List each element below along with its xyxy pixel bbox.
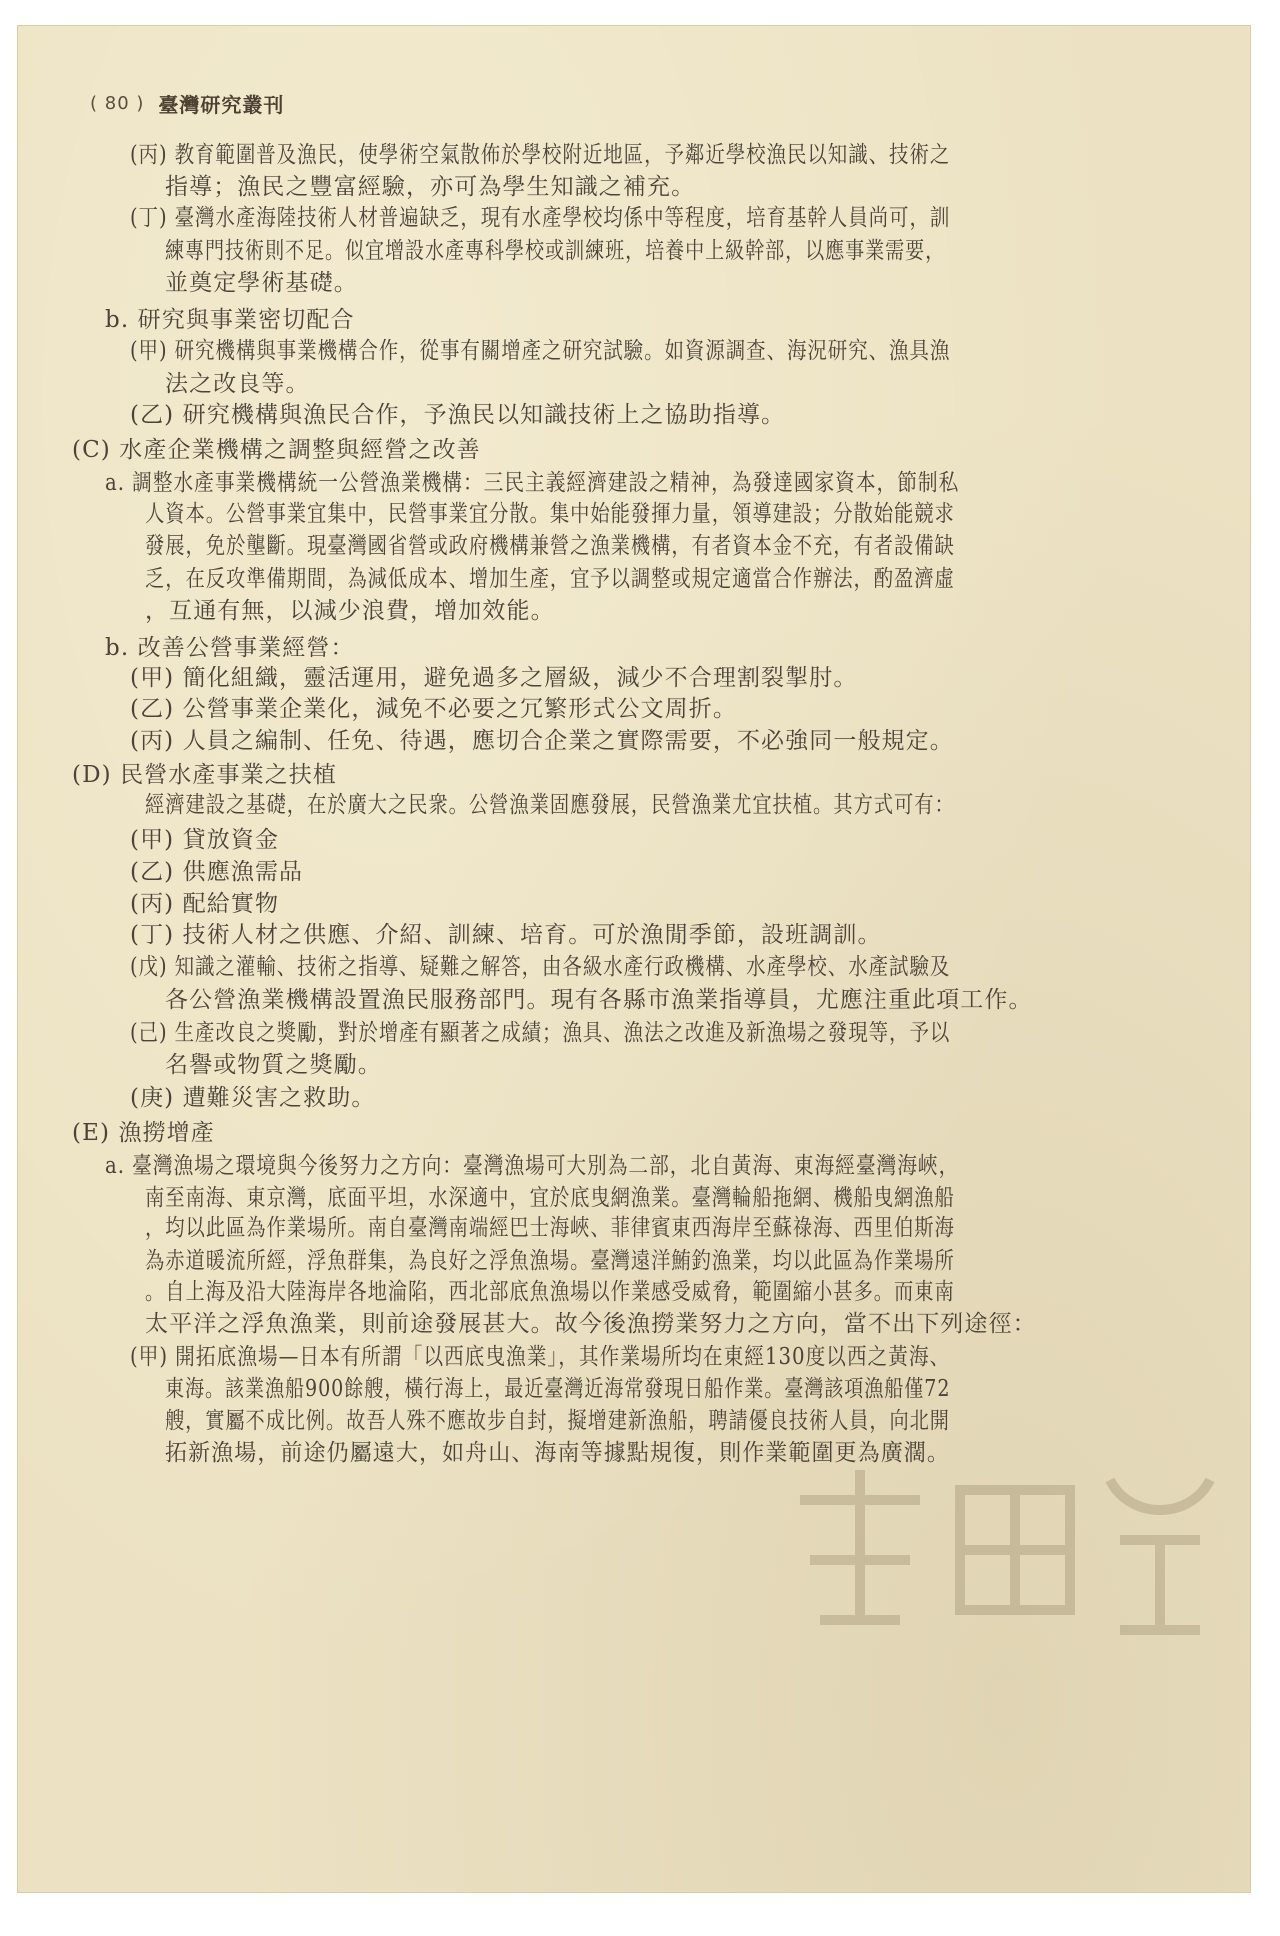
text-line: (C) 水產企業機構之調整與經營之改善 — [72, 437, 481, 463]
text-line: (戊) 知識之灌輸、技術之指導、疑難之解答，由各級水產行政機構、水產學校、水產試驗及 — [130, 954, 951, 980]
journal-title: 臺灣研究叢刊 — [158, 92, 285, 117]
text-line: 東海。該業漁船900餘艘，橫行海上，最近臺灣近海常發現日船作業。臺灣該項漁船僅72 — [165, 1376, 951, 1402]
text-line: a. 調整水產事業機構統一公營漁業機構：三民主義經濟建設之精神，為發達國家資本，節制私 — [105, 470, 960, 496]
text-line: a. 臺灣漁場之環境與今後努力之方向：臺灣漁場可大別為二部，北自黃海、東海經臺灣海峽， — [105, 1153, 960, 1179]
text-line: 練專門技術則不足。似宜增設水產專科學校或訓練班，培養中上級幹部，以應事業需要， — [165, 238, 946, 264]
text-line: 法之改良等。 — [165, 371, 310, 397]
text-line: (乙) 公營事業企業化，減免不必要之冗繁形式公文周折。 — [130, 696, 737, 722]
text-line: 為赤道暖流所經，浮魚群集，為良好之浮魚漁場。臺灣遠洋鮪釣漁業，均以此區為作業場所 — [145, 1248, 955, 1274]
text-line: 太平洋之浮魚漁業，則前途發展甚大。故今後漁撈業努力之方向，當不出下列途徑： — [145, 1311, 1037, 1337]
text-line: 乏，在反攻準備期間，為減低成本、增加生產，宜予以調整或規定適當合作辦法，酌盈濟虛 — [145, 566, 955, 592]
text-line: 各公營漁業機構設置漁民服務部門。現有各縣市漁業指導員，尤應注重此項工作。 — [165, 987, 1033, 1013]
text-line: (D) 民營水產事業之扶植 — [72, 762, 337, 788]
text-line: 艘，實屬不成比例。故吾人殊不應故步自封，擬增建新漁船，聘請優良技術人員，向北開 — [165, 1408, 950, 1434]
text-line: 。自上海及沿大陸海岸各地淪陷，西北部底魚漁場以作業感受威脅，範圍縮小甚多。而東南 — [145, 1279, 955, 1305]
text-line: (丙) 教育範圍普及漁民，使學術空氣散佈於學校附近地區，予鄰近學校漁民以知識、技術之 — [130, 142, 951, 168]
text-line: (甲) 開拓底漁場—日本有所謂「以西底曳漁業」，其作業場所均在東經130度以西之黃海、 — [130, 1344, 951, 1370]
text-line: 拓新漁場，前途仍屬遠大，如舟山、海南等據點規復，則作業範圍更為廣濶。 — [165, 1440, 950, 1466]
text-line: (庚) 遭難災害之救助。 — [130, 1085, 376, 1111]
text-line: 名譽或物質之獎勵。 — [165, 1052, 382, 1078]
text-line: (丁) 臺灣水產海陸技術人材普遍缺乏，現有水產學校均係中等程度，培育基幹人員尚可，訓 — [130, 205, 951, 231]
page-number: ( 80 ) — [90, 92, 145, 114]
text-line: (丙) 配給實物 — [130, 891, 280, 917]
text-line: ，均以此區為作業場所。南自臺灣南端經巴士海峽、菲律賓東西海岸至蘇祿海、西里伯斯海 — [145, 1215, 955, 1241]
text-line: (甲) 簡化組織，靈活運用，避免過多之層級，減少不合理割裂掣肘。 — [130, 665, 858, 691]
text-line: 經濟建設之基礎，在於廣大之民衆。公營漁業固應發展，民營漁業尤宜扶植。其方式可有： — [145, 792, 955, 818]
text-line: (己) 生產改良之獎勵，對於增產有顯著之成績；漁具、漁法之改進及新漁場之發現等，予以 — [130, 1020, 951, 1046]
text-line: b. 改善公營事業經營： — [105, 635, 355, 661]
text-line: 指導；漁民之豐富經驗，亦可為學生知識之補充。 — [165, 174, 696, 200]
text-line: (乙) 供應漁需品 — [130, 859, 304, 885]
text-line: (乙) 研究機構與漁民合作，予漁民以知識技術上之協助指導。 — [130, 402, 786, 428]
text-line: 發展，免於壟斷。現臺灣國省營或政府機構兼營之漁業機構，有者資本金不充，有者設備缺 — [145, 533, 955, 559]
text-line: (丁) 技術人材之供應、介紹、訓練、培育。可於漁閒季節，設班調訓。 — [130, 922, 882, 948]
text-line: b. 研究與事業密切配合 — [105, 307, 355, 333]
library-watermark-seal — [770, 1440, 1230, 1770]
text-line: (甲) 貸放資金 — [130, 827, 280, 853]
text-line: 南至南海、東京灣，底面平坦，水深適中，宜於底曳網漁業。臺灣輪船拖網、機船曳網漁船 — [145, 1185, 955, 1211]
text-line: (甲) 研究機構與事業機構合作，從事有關增產之研究試驗。如資源調查、海況研究、漁具漁 — [130, 338, 951, 364]
text-line: 並奠定學術基礎。 — [165, 270, 358, 296]
text-line: ，互通有無，以減少浪費，增加效能。 — [145, 598, 555, 624]
text-line: (E) 漁撈增產 — [72, 1120, 215, 1146]
text-line: (丙) 人員之編制、任免、待遇，應切合企業之實際需要，不必強同一般規定。 — [130, 728, 954, 754]
text-line: 人資本。公營事業宜集中，民營事業宜分散。集中始能發揮力量，領導建設；分散始能競求 — [145, 501, 955, 527]
